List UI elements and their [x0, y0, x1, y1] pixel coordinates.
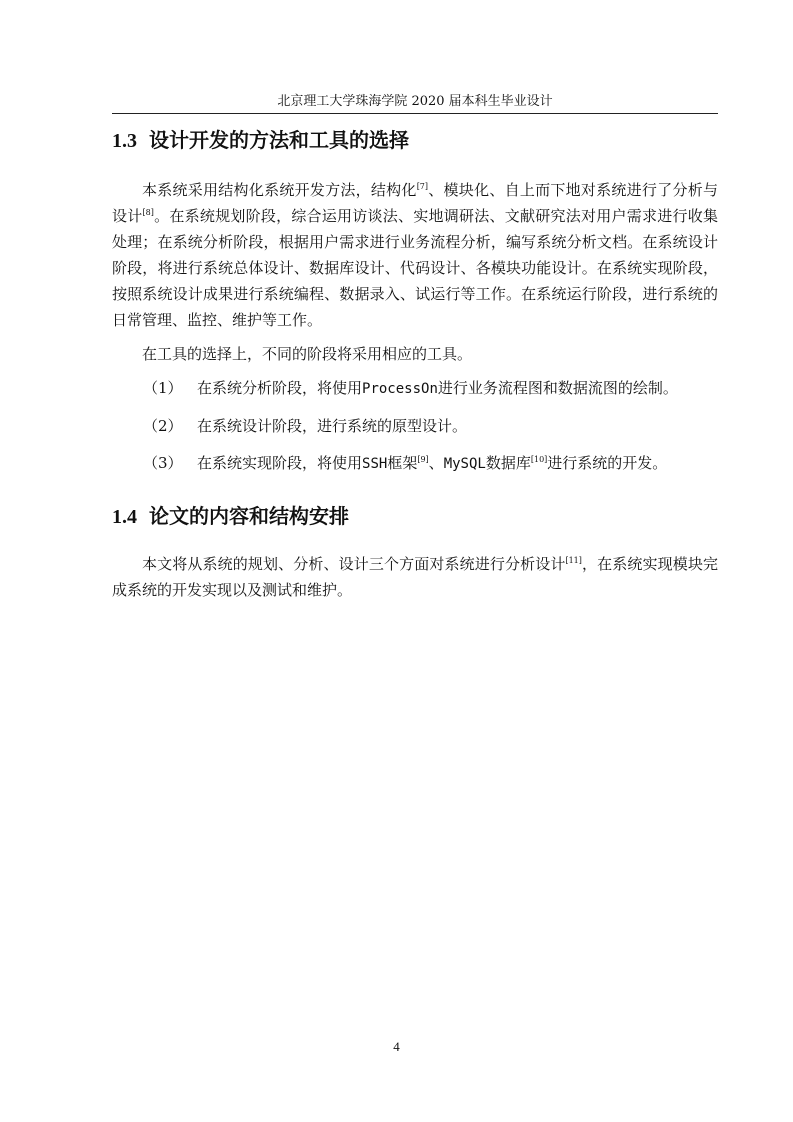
header-rule	[112, 113, 718, 114]
text-run: 框架	[387, 454, 418, 472]
text-run: 数据库	[485, 454, 531, 472]
text-run: 本系统采用结构化系统开发方法，结构化	[142, 181, 417, 199]
list-marker: （2）	[143, 417, 183, 435]
list-marker: （3）	[143, 454, 183, 472]
text-run: 在系统设计阶段，进行系统的原型设计。	[197, 417, 468, 435]
text-run: 进行业务流程图和数据流图的绘制。	[437, 379, 678, 397]
text-run: 、	[428, 454, 444, 472]
section-heading-1-4	[112, 503, 349, 530]
citation-ref: [10]	[530, 455, 548, 464]
text-run: 在系统实现阶段，将使用	[197, 454, 363, 472]
paragraph-structure	[112, 551, 718, 603]
section-title: 设计开发的方法和工具的选择	[149, 128, 409, 152]
tool-name: ProcessOn	[362, 381, 438, 397]
citation-ref: [7]	[416, 182, 429, 191]
list-item	[143, 450, 667, 477]
citation-ref: [9]	[417, 455, 429, 464]
text-run: 。在系统规划阶段，综合运用访谈法、实地调研法、文献研究法对用户需求进行收集处理；在系统分析阶段，根据用户需求进行业务流程分析，编写系统分析文档。在系统设计阶段，将进行系统总体设计、数据库设计、代码设计、各模块功能设计。在系统实现阶段，按照系统设计成果进行系统编程、数据录入、试运行等工作。在系统运行阶段，进行系统的日常管理、监控、维护等工作。	[112, 207, 718, 329]
section-number: 1.4	[112, 506, 137, 528]
list-item	[143, 413, 467, 439]
citation-ref: [8]	[142, 208, 154, 217]
tool-name: MySQL	[443, 456, 486, 472]
citation-ref: [11]	[565, 556, 582, 565]
text-run: 本文将从系统的规划、分析、设计三个方面对系统进行分析设计	[142, 555, 566, 573]
section-heading-1-3	[112, 127, 409, 154]
list-item	[143, 375, 678, 402]
page-number: 4	[393, 1039, 400, 1054]
text-run: 在系统分析阶段，将使用	[197, 379, 363, 397]
section-number: 1.3	[112, 130, 137, 152]
running-header: 北京理工大学珠海学院 2020 届本科生毕业设计	[277, 94, 553, 109]
tool-name: SSH	[362, 456, 388, 472]
paragraph-method	[112, 177, 718, 333]
section-title: 论文的内容和结构安排	[149, 504, 349, 528]
paragraph-tools-intro: 在工具的选择上，不同的阶段将采用相应的工具。	[142, 345, 473, 363]
text-run: 进行系统的开发。	[547, 454, 668, 472]
list-marker: （1）	[143, 379, 183, 397]
text-run: ，在系统实现模块完成系统的开发实现以及测试和维护。	[112, 555, 718, 599]
text-run: 、模块化、自上而下地对系统进行了分析与设计	[112, 181, 718, 225]
